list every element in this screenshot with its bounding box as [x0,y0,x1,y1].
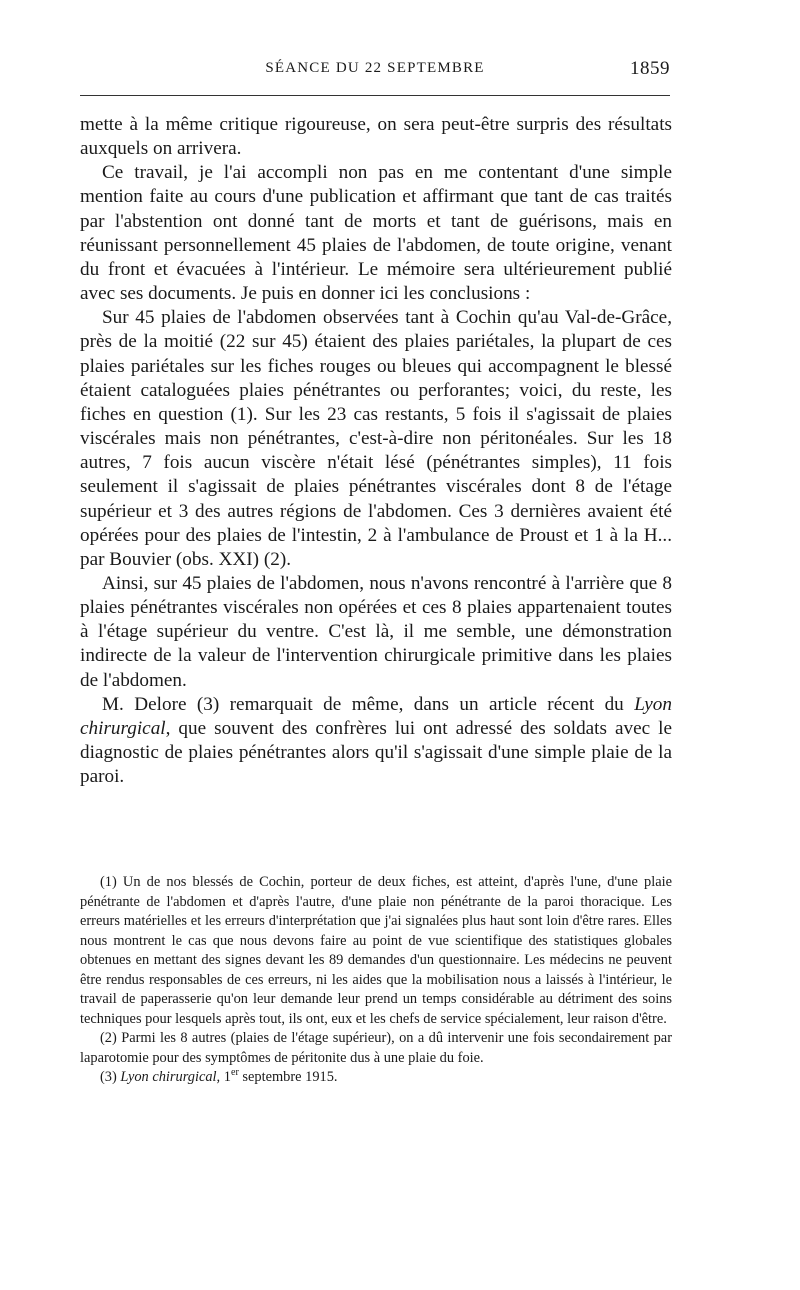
running-title: SÉANCE DU 22 SEPTEMBRE [265,60,485,76]
footnote-3-journal: Lyon chirurgical, [120,1069,221,1085]
footnote-3-day: 1 [223,1069,231,1085]
delore-text-end: , que souvent des confrères lui ont adressé des soldats avec le diagnostic de plaies pénétrantes alors qu'il s'agissait d'une simple plaie de la paroi. [80,717,672,788]
body-text [80,113,672,789]
journal-title: Lyon chirurgical [80,693,672,739]
delore-text-start: M. Delore (3) remarquait de même, dans un article récent du [102,693,635,715]
footnote-2-text: Parmi les 8 autres (plaies de l'étage supérieur), on a dû intervenir une fois secondairement par laparotomie pour des symptômes de péritonite dus à une plaie du foie. [80,1030,672,1066]
page-header [80,60,670,84]
footnote-1-ref: (1) [100,874,117,890]
paragraph-method: Ce travail, je l'ai accompli non pas en me contentant d'une simple mention faite au cours d'une publication et affirmant que tant de cas traités par l'abstention ont donné tant de morts et tant de guérisons, mais en réunissant personnellement 45 plaies de l'abdomen, de toute origine, venant du front et évacuées à l'intérieur. Le mémoire sera ultérieurement publié avec ses documents. Je puis en donner ici les conclusions : [80,162,672,305]
footnote-2-ref: (2) [100,1030,117,1046]
paragraph-conclusion: Ainsi, sur 45 plaies de l'abdomen, nous n'avons rencontré à l'arrière que 8 plaies pénétrantes viscérales non opérées et ces 8 plaies appartenaient toutes à l'étage supérieur du ventre. C'est là, il me semble, une démonstration indirecte de la valeur de l'intervention chirurgicale primitive dans les plaies de l'abdomen. [80,572,672,691]
footnote-2 [80,1029,672,1068]
paragraph-continuation: mette à la même critique rigoureuse, on sera peut-être surpris des résultats auxquels on arrivera. [80,114,672,160]
footnote-1 [80,873,672,1029]
header-rule [80,95,670,96]
footnote-3-ref: (3) [100,1069,117,1085]
footnote-3 [80,1068,672,1088]
footnote-3-date: septembre 1915. [238,1069,338,1085]
footnote-3-ordinal: er [230,1067,239,1079]
footnotes [80,873,672,1088]
paragraph-results: Sur 45 plaies de l'abdomen observées tant à Cochin qu'au Val-de-Grâce, près de la moitié (22 sur 45) étaient des plaies pariétales, la plupart de ces plaies pariétales sur les fiches rouges ou bleues qui accompagnent le blessé étaient cataloguées plaies pénétrantes ou perforantes; voici, du reste, les fiches en question (1). Sur les 23 cas restants, 5 fois il s'agissait de plaies viscérales mais non pénétrantes, c'est-à-dire non péritonéales. Sur les 18 autres, 7 fois aucun viscère n'était lésé (pénétrantes simples), 11 fois seulement il s'agissait de plaies pénétrantes viscérales dont 8 de l'étage supérieur et 3 des autres régions de l'abdomen. Ces 3 dernières avaient été opérées pour des plaies de l'intestin, 2 à l'ambulance de Proust et 1 à la H... par Bouvier (obs. XXI) (2). [80,307,672,570]
paragraph-delore [80,693,672,790]
page-number: 1859 [630,58,670,79]
footnote-1-text: Un de nos blessés de Cochin, porteur de deux fiches, est atteint, d'après l'une, d'une plaie pénétrante de l'abdomen et d'après l'autre, d'une plaie non pénétrante de la paroi thoracique. Les erreurs matérielles et les erreurs d'interprétation que j'ai signalées plus haut sont loin d'être rares. Elles nous montrent le cas que nous devons faire au point de vue scientifique des statistiques globales obtenues en mettant des signes devant les 89 demandes d'un questionnaire. Les médecins ne peuvent être rendus responsables de ces erreurs, ni les aides que la mobilisation nous a laissés à l'intérieur, le travail de paperasserie qu'on leur demande leur prend un temps considérable au détriment des soins techniques pour lesquels après tout, ils ont, eux et les chefs de service spécialement, leur raison d'être. [80,874,672,1027]
